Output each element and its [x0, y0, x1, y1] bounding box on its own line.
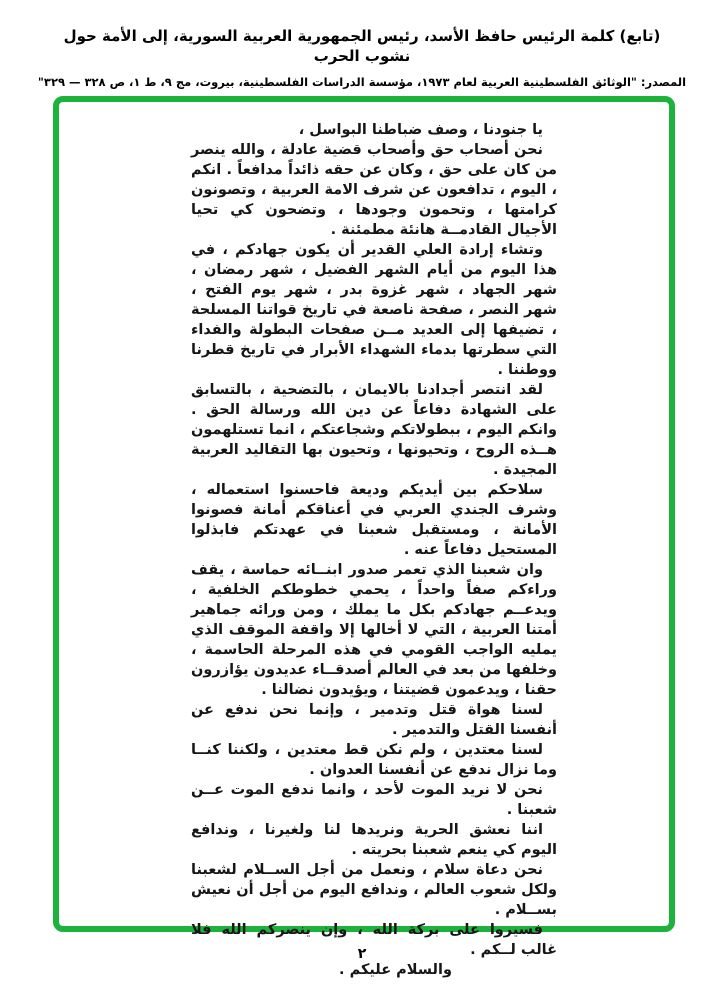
paragraph: نحن لا نريد الموت لأحد ، وانما ندفع الموت عــن شعبنا . — [191, 782, 557, 818]
paragraph: وان شعبنا الذي تعمر صدور ابنــائه حماسة ، يقف وراءكم صفاً واحداً ، يحمي خطوطكم الخلفية ، ويدعــم جهادكم بكل ما يملك ، ومن ورائه جماهير أمتنا العربية ، التي لا أخالها إلا واقفة الموقف الذي يمليه الواجب القومي في هذه المرحلة الحاسمة ، وخلفها من بعد في العالم أصدقــاء عديدون يؤازرون حقنا ، ويدعمون قضيتنا ، ويؤيدون نضالنا . — [191, 562, 557, 698]
paragraph: فسيروا على بركة الله ، وإن ينصركم الله فلا غالب لــكم . — [191, 922, 557, 958]
paragraph: سلاحكم بين أيديكم وديعة فاحسنوا استعماله ، وشرف الجندي العربي في أعناقكم أمانة فصونوا الأمانة ، ومستقبل شعبنا في عهدتكم فابذلوا المستحيل دفاعاً عنه . — [191, 482, 557, 558]
paragraph: يا جنودنا ، وصف ضباطنا البواسل ، — [298, 122, 543, 138]
paragraphs-container — [191, 120, 557, 980]
document-source-citation: المصدر: "الوثائق الفلسطينية العربية لعام ١٩٧٣، مؤسسة الدراسات الفلسطينية، بيروت، مج ٩، ط ١، ص ٣٢٨ — ٣٢٩" — [37, 75, 687, 89]
paragraph: لسنا هواة قتل وتدمير ، وإنما نحن ندفع عن أنفسنا القتل والتدمير . — [191, 702, 557, 738]
page-number: ٢ — [357, 946, 367, 962]
paragraph: لقد انتصر أجدادنا بالايمان ، بالتضحية ، بالتسابق على الشهادة دفاعاً عن دين الله ورسالة الحق . وانكم اليوم ، ببطولاتكم وشجاعتكم ، انما تستلهمون هــذه الروح ، وتحيونها ، وتحيون بها التقاليد العربية المجيدة . — [191, 382, 557, 478]
paragraph: اننا نعشق الحرية ونريدها لنا ولغيرنا ، وندافع اليوم كي ينعم شعبنا بحريته . — [191, 822, 557, 858]
document-title: (تابع) كلمة الرئيس حافظ الأسد، رئيس الجمهورية العربية السورية، إلى الأمة حول نشوب الحرب — [63, 27, 661, 65]
document-body — [191, 120, 557, 988]
document-header — [0, 26, 724, 89]
paragraph: لسنا معتدين ، ولم نكن قط معتدين ، ولكننا كنــا وما نزال ندفع عن أنفسنا العدوان . — [191, 742, 557, 778]
paragraph: والسلام عليكم . — [339, 962, 452, 978]
paragraph: وتشاء إرادة العلي القدير أن يكون جهادكم ، في هذا اليوم من أيام الشهر الفضيل ، شهر رمضان ، شهر الجهاد ، شهر غزوة بدر ، شهر يوم الفتح ، شهر النصر ، صفحة ناصعة في تاريخ قواتنا المسلحة ، تضيفها إلى العديد مــن صفحات البطولة والفداء التي سطرتها بدماء الشهداء الأبرار في تاريخ قطرنا ووطننا . — [191, 242, 557, 378]
paragraph: نحن أصحاب حق وأصحاب قضية عادلة ، والله ينصر من كان على حق ، وكان عن حقه ذائداً مدافعاً . انكم ، اليوم ، تدافعون عن شرف الامة العربية ، وتصونون كرامتها ، وتحمون وجودها ، وتضحون كي تحيا الأجيال القادمــة هانئة مطمئنة . — [191, 142, 557, 238]
green-highlight-frame — [53, 96, 675, 978]
paragraph: نحن دعاة سلام ، ونعمل من أجل الســلام لشعبنا ولكل شعوب العالم ، وندافع اليوم من أجل أن نعيش بســلام . — [191, 862, 557, 918]
